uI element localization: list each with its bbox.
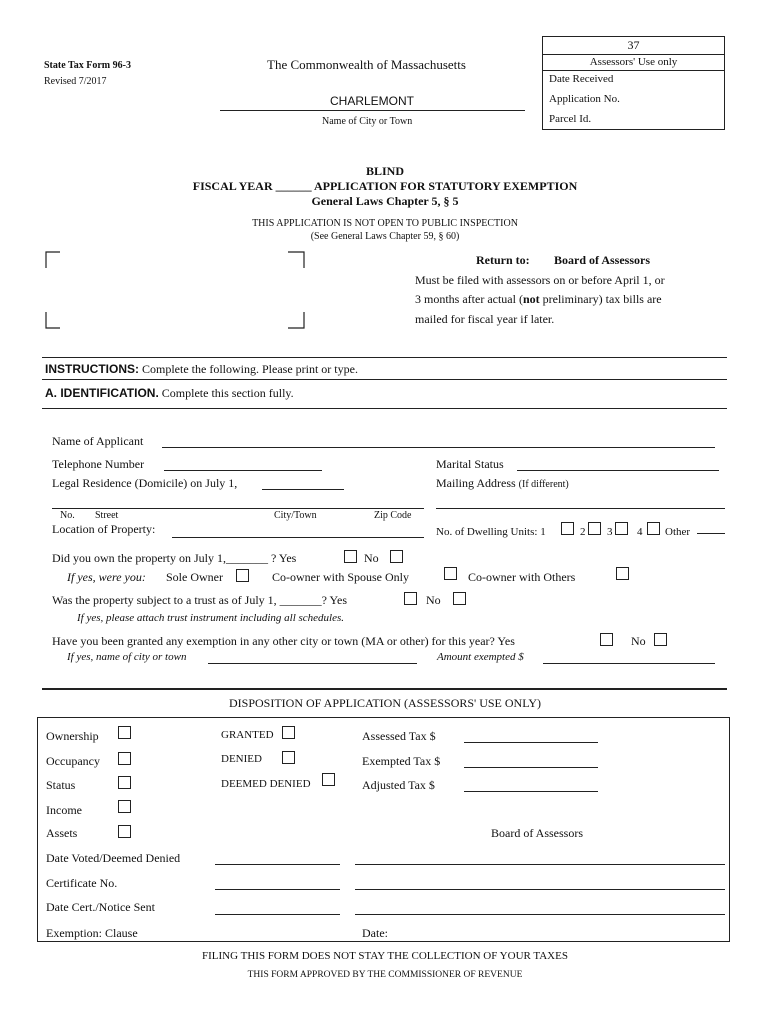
footer-line2: THIS FORM APPROVED BY THE COMMISSIONER OF REVENUE	[247, 970, 523, 980]
city-underline	[220, 110, 525, 111]
assessor-signature-3[interactable]	[355, 914, 725, 915]
board-of-assessors-label: Board of Assessors	[491, 826, 583, 840]
return-label: Return to:	[476, 253, 530, 267]
inspection-notice: THIS APPLICATION IS NOT OPEN TO PUBLIC INSPECTION	[252, 218, 518, 229]
assessed-tax-label: Assessed Tax $	[362, 729, 436, 743]
return-line1: Must be filed with assessors on or before April 1, or	[415, 273, 665, 287]
exempted-tax-label: Exempted Tax $	[362, 754, 441, 768]
exemption-question: Have you been granted any exemption in any other city or town (MA or other) for this year? Yes	[52, 634, 515, 648]
other-city-label: If yes, name of city or town	[67, 651, 187, 663]
telephone-field[interactable]	[164, 470, 322, 471]
legal-residence-address-field[interactable]	[52, 508, 424, 509]
granted-checkbox[interactable]	[282, 726, 295, 739]
mailing-address-label: Mailing Address (If different)	[436, 476, 569, 490]
disposition-rule	[42, 688, 727, 690]
other-city-field[interactable]	[208, 663, 417, 664]
deemed-denied-checkbox[interactable]	[322, 773, 335, 786]
section-a-heading: A. IDENTIFICATION. Complete this section fully.	[45, 386, 294, 400]
return-line3: mailed for fiscal year if later.	[415, 312, 555, 326]
ownership-label: Ownership	[46, 729, 99, 743]
dwelling-unit-1-checkbox[interactable]	[561, 522, 574, 535]
commonwealth-title: The Commonwealth of Massachusetts	[267, 57, 466, 72]
trust-no-label: No	[426, 593, 441, 607]
dwelling-unit-4-checkbox[interactable]	[647, 522, 660, 535]
date-received-label: Date Received	[549, 73, 614, 85]
co-owner-others-label: Co-owner with Others	[468, 570, 576, 584]
dwelling-unit-3-checkbox[interactable]	[615, 522, 628, 535]
occupancy-checkbox[interactable]	[118, 752, 131, 765]
income-label: Income	[46, 803, 82, 817]
sole-owner-checkbox[interactable]	[236, 569, 249, 582]
certificate-no-label: Certificate No.	[46, 876, 118, 890]
dwelling-unit-4-label: 4	[637, 526, 643, 538]
rule-mid	[42, 379, 727, 380]
return-to-board: Board of Assessors	[554, 253, 651, 267]
inspection-ref: (See General Laws Chapter 59, § 60)	[310, 231, 460, 242]
status-checkbox[interactable]	[118, 776, 131, 789]
trust-question: Was the property subject to a trust as of July 1, _______? Yes	[52, 593, 347, 607]
date-cert-label: Date Cert./Notice Sent	[46, 900, 155, 914]
date-voted-label: Date Voted/Deemed Denied	[46, 851, 181, 865]
co-owner-spouse-checkbox[interactable]	[444, 567, 457, 580]
own-property-no-checkbox[interactable]	[390, 550, 403, 563]
own-property-yes-checkbox[interactable]	[344, 550, 357, 563]
income-checkbox[interactable]	[118, 800, 131, 813]
location-label: Location of Property:	[52, 522, 156, 536]
own-property-question: Did you own the property on July 1,_______ ? Yes	[52, 551, 297, 565]
disposition-title: DISPOSITION OF APPLICATION (ASSESSORS' USE ONLY)	[228, 696, 541, 710]
exempted-tax-field[interactable]	[464, 767, 598, 768]
trust-yes-checkbox[interactable]	[404, 592, 417, 605]
assessors-box-title: Assessors' Use only	[589, 56, 678, 68]
legal-residence-label: Legal Residence (Domicile) on July 1,	[52, 476, 238, 490]
location-field[interactable]	[172, 537, 424, 538]
amount-exempted-field[interactable]	[543, 663, 715, 664]
trust-note: If yes, please attach trust instrument including all schedules.	[77, 612, 345, 624]
telephone-label: Telephone Number	[52, 457, 145, 471]
legal-residence-year-field[interactable]	[262, 489, 344, 490]
dwelling-unit-3-label: 3	[607, 526, 613, 538]
co-owner-others-checkbox[interactable]	[616, 567, 629, 580]
rule-top	[42, 357, 727, 358]
address-window-marks	[40, 246, 310, 336]
assets-label: Assets	[46, 826, 78, 840]
own-property-no-label: No	[364, 551, 379, 565]
exemption-no-checkbox[interactable]	[654, 633, 667, 646]
adjusted-tax-label: Adjusted Tax $	[362, 778, 435, 792]
denied-label: DENIED	[221, 753, 262, 765]
date-label: Date:	[362, 926, 388, 940]
address-street-label: Street	[95, 510, 119, 521]
amount-exempted-label: Amount exempted $	[437, 651, 524, 663]
application-no-label: Application No.	[549, 93, 620, 105]
if-yes-were-you-label: If yes, were you:	[67, 570, 146, 584]
address-city-label: City/Town	[274, 510, 317, 521]
return-line2: 3 months after actual (not preliminary) tax bills are	[415, 292, 662, 306]
assessors-box	[542, 36, 725, 130]
parcel-id-label: Parcel Id.	[549, 113, 592, 125]
ownership-checkbox[interactable]	[118, 726, 131, 739]
dwelling-units-label: No. of Dwelling Units: 1	[436, 526, 546, 538]
assets-checkbox[interactable]	[118, 825, 131, 838]
exemption-clause-label: Exemption: Clause	[46, 926, 138, 940]
title-blind: BLIND	[365, 164, 404, 178]
address-zip-label: Zip Code	[374, 510, 412, 521]
granted-label: GRANTED	[221, 729, 274, 741]
status-label: Status	[46, 778, 76, 792]
city-name: CHARLEMONT	[330, 94, 415, 108]
dwelling-unit-2-label: 2	[580, 526, 586, 538]
assessor-signature-1[interactable]	[355, 864, 725, 865]
footer-line1: FILING THIS FORM DOES NOT STAY THE COLLECTION OF YOUR TAXES	[202, 950, 568, 962]
dwelling-other-label: Other	[665, 526, 691, 538]
marital-status-field[interactable]	[517, 470, 719, 471]
deemed-denied-label: DEEMED DENIED	[221, 778, 311, 790]
sole-owner-label: Sole Owner	[166, 570, 223, 584]
name-of-applicant-field[interactable]	[162, 447, 715, 448]
revised-date: Revised 7/2017	[44, 76, 107, 87]
title-law: General Laws Chapter 5, § 5	[311, 194, 459, 208]
dwelling-other-field[interactable]	[697, 533, 725, 534]
dwelling-unit-2-checkbox[interactable]	[588, 522, 601, 535]
assessor-signature-2[interactable]	[355, 889, 725, 890]
exemption-no-label: No	[631, 634, 646, 648]
mailing-address-field[interactable]	[436, 508, 725, 509]
address-no-label: No.	[60, 510, 75, 521]
trust-no-checkbox[interactable]	[453, 592, 466, 605]
co-owner-spouse-label: Co-owner with Spouse Only	[272, 570, 409, 584]
certificate-no-field[interactable]	[215, 889, 340, 890]
occupancy-label: Occupancy	[46, 754, 100, 768]
city-label: Name of City or Town	[322, 116, 413, 127]
date-voted-field[interactable]	[215, 864, 340, 865]
exemption-yes-checkbox[interactable]	[600, 633, 613, 646]
rule-section-a	[42, 408, 727, 409]
title-application: FISCAL YEAR ______ APPLICATION FOR STATUTORY EXEMPTION	[192, 179, 578, 193]
instructions: INSTRUCTIONS: Complete the following. Please print or type.	[45, 362, 358, 376]
form-number: State Tax Form 96-3	[44, 60, 131, 71]
assessed-tax-field[interactable]	[464, 742, 598, 743]
denied-checkbox[interactable]	[282, 751, 295, 764]
assessors-box-number: 37	[627, 38, 640, 52]
date-cert-field[interactable]	[215, 914, 340, 915]
adjusted-tax-field[interactable]	[464, 791, 598, 792]
name-of-applicant-label: Name of Applicant	[52, 434, 144, 448]
marital-status-label: Marital Status	[436, 457, 504, 471]
